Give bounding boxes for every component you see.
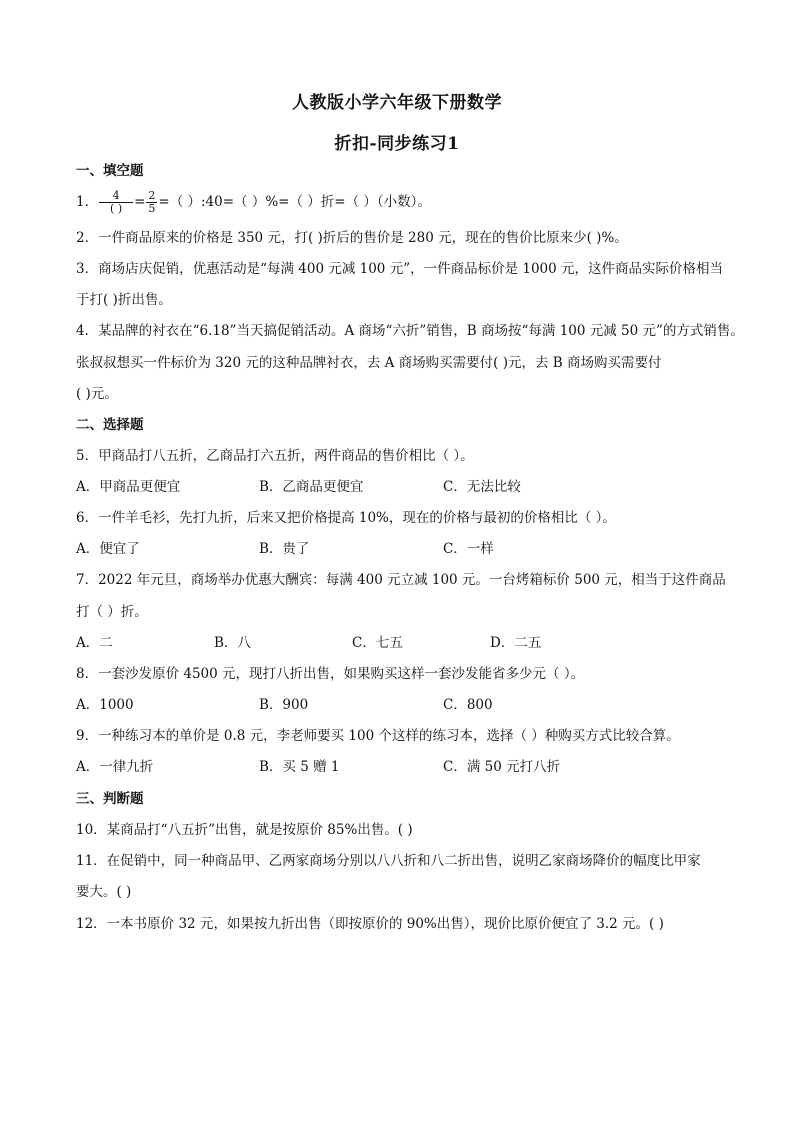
question-7-line-1: 7．2022 年元旦，商场举办优惠大酬宾：每满 400 元立减 100 元。一台烤箱标价 500 元，相当于这件商品 xyxy=(76,572,726,588)
question-7-line-2: 打（ ）折。 xyxy=(76,604,148,620)
question-10: 10．某商品打“八五折”出售，就是按原价 85%出售。( ) xyxy=(76,822,413,838)
q7-option-c: C．七五 xyxy=(352,635,403,651)
question-5: 5．甲商品打八五折，乙商品打六五折，两件商品的售价相比（ ）。 xyxy=(76,448,474,464)
fraction-numerator: 2 xyxy=(148,189,156,202)
question-11-line-1: 11．在促销中，同一种商品甲、乙两家商场分别以八八折和八二折出售，说明乙家商场降价的幅度比甲家 xyxy=(76,853,701,869)
fraction-numerator: 4 xyxy=(112,189,120,202)
question-1-rest: =（ ）:40=（ ）%=（ ）折=（ ）（小数）。 xyxy=(158,194,431,210)
section-heading-fill-blank: 一、填空题 xyxy=(76,163,144,179)
question-12: 12．一本书原价 32 元，如果按九折出售（即按原价的 90%出售），现价比原价便宜了 3.2 元。( ) xyxy=(76,916,664,932)
fraction-4-over-blank xyxy=(99,190,133,215)
q6-option-c: C．一样 xyxy=(443,541,494,557)
fraction-denominator: ( ) xyxy=(99,202,133,215)
question-3-line-1: 3．商场店庆促销，优惠活动是“每满 400 元减 100 元”，一件商品标价是 1000 元，这件商品实际价格相当 xyxy=(76,261,724,277)
equals-sign: = xyxy=(134,194,146,210)
question-4-line-2: 张叔叔想买一件标价为 320 元的这种品牌衬衣，去 A 商场购买需要付( )元，去 B 商场购买需要付 xyxy=(76,355,662,371)
q7-option-a: A．二 xyxy=(76,635,113,651)
question-4-line-3: ( )元。 xyxy=(76,386,118,402)
question-3-line-2: 于打( )折出售。 xyxy=(76,292,172,308)
question-1-number: 1． xyxy=(76,194,99,210)
section-heading-multiple-choice: 二、选择题 xyxy=(76,417,144,433)
page-subtitle: 折扣-同步练习1 xyxy=(334,134,460,154)
q5-option-c: C．无法比较 xyxy=(443,479,521,495)
q6-option-b: B．贵了 xyxy=(259,541,310,557)
section-heading-true-false: 三、判断题 xyxy=(76,791,144,807)
question-1 xyxy=(76,190,431,215)
q5-option-b: B．乙商品更便宜 xyxy=(259,479,364,495)
q8-option-a: A．1000 xyxy=(76,697,134,713)
q9-option-b: B．买 5 赠 1 xyxy=(259,759,340,775)
q7-option-d: D．二五 xyxy=(490,635,542,651)
fraction-denominator: 5 xyxy=(148,202,156,215)
page-title: 人教版小学六年级下册数学 xyxy=(292,93,502,113)
q5-option-a: A．甲商品更便宜 xyxy=(76,479,181,495)
question-9: 9．一种练习本的单价是 0.8 元，李老师要买 100 个这样的练习本，选择（ ）种购买方式比较合算。 xyxy=(76,728,680,744)
q8-option-c: C．800 xyxy=(443,697,493,713)
question-2: 2．一件商品原来的价格是 350 元，打( )折后的售价是 280 元，现在的售价比原来少( )%。 xyxy=(76,230,628,246)
question-4-line-1: 4．某品牌的衬衣在“6.18”当天搞促销活动。A 商场“六折”销售，B 商场按“每满 100 元减 50 元”的方式销售。 xyxy=(76,323,744,339)
q9-option-c: C．满 50 元打八折 xyxy=(443,759,561,775)
q8-option-b: B．900 xyxy=(259,697,309,713)
q6-option-a: A．便宜了 xyxy=(76,541,140,557)
fraction-2-over-5 xyxy=(146,190,157,215)
question-8: 8．一套沙发原价 4500 元，现打八折出售，如果购买这样一套沙发能省多少元（ ）。 xyxy=(76,666,585,682)
question-6: 6．一件羊毛衫，先打九折，后来又把价格提高 10%，现在的价格与最初的价格相比（ ）。 xyxy=(76,510,616,526)
q9-option-a: A．一律九折 xyxy=(76,759,154,775)
q7-option-b: B．八 xyxy=(214,635,251,651)
question-11-line-2: 要大。( ) xyxy=(76,884,132,900)
